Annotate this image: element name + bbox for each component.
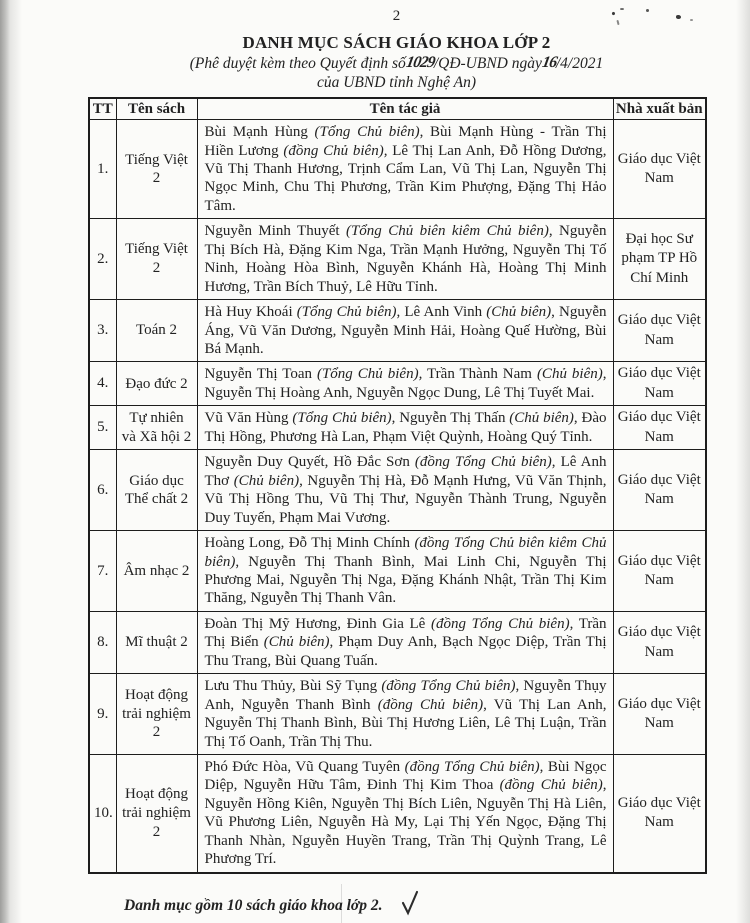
cell-row-number: 3. [89,300,116,362]
cell-publisher: Giáo dục Việt Nam [613,754,706,872]
table-row [89,674,706,755]
scan-edge-shadow-right [736,0,750,923]
table-row [89,219,706,300]
page-number: 2 [392,8,401,24]
author-names: , Vũ Thị Lan Anh, Nguyễn Thị Thanh Bình, Bùi Thị Hương Liên, Lê Thị Luận, Trần Thị Tố Oanh, Trần Thị Thu. [204,696,607,750]
handwritten-checkmark-icon [400,890,420,921]
author-names: , Phạm Duy Anh, Bạch Ngọc Diệp, Trần Thị Thu Trang, Bùi Quang Tuấn. [204,634,607,669]
cell-authors [197,450,613,531]
author-role-italic: (Tổng Chủ biên) [292,410,392,427]
scan-edge-shadow-left [0,0,22,923]
cell-book-title: Tiếng Việt 2 [116,219,197,300]
author-names: Nguyễn Thị Toan [204,366,317,383]
header-authors: Tên tác giả [197,98,613,120]
footer-note: Danh mục gồm 10 sách giáo khoa lớp 2. [124,896,383,914]
cell-row-number: 9. [89,674,116,755]
cell-authors [197,754,613,872]
document-subtitle-line2: của UBND tỉnh Nghệ An) [316,73,476,91]
cell-publisher: Giáo dục Việt Nam [613,300,706,362]
author-role-italic: (đồng Tổng Chủ biên) [430,615,570,632]
cell-row-number: 7. [89,531,116,612]
author-names: , Đào Thị Hồng, Phương Hà Lan, Phạm Việt Quỳnh, Hoàng Quý Tỉnh. [204,410,607,445]
author-role-italic: (đồng Chủ biên) [499,777,603,794]
author-role-italic: (đồng Chủ biên), [283,142,388,159]
cell-authors [197,674,613,755]
cell-publisher: Đại học Sư phạm TP Hồ Chí Minh [613,219,706,300]
cell-publisher: Giáo dục Việt Nam [613,674,706,755]
table-row [89,531,706,612]
cell-authors [197,219,613,300]
author-role-italic: (Chủ biên) [486,304,552,321]
cell-authors [197,611,613,673]
document-content [88,8,705,915]
cell-book-title: Giáo dục Thể chất 2 [116,450,197,531]
author-names: Phó Đức Hòa, Vũ Quang Tuyên [204,758,405,775]
table-body [89,120,706,873]
document-title: DANH MỤC SÁCH GIÁO KHOA LỚP 2 [242,33,551,52]
cell-book-title: Toán 2 [116,300,197,362]
author-role-italic: (Tổng Chủ biên) [314,124,420,141]
author-names: , Lê Anh Vinh [396,304,487,321]
cell-authors [197,362,613,406]
author-role-italic: (Tổng Chủ biên), [316,366,423,383]
author-names: Hà Huy Khoái [204,304,297,321]
author-names: , Bùi Ngọc Diệp, Nguyễn Hữu Tâm, Đinh Thị Kim Thoa [204,758,607,794]
paper-crease [341,884,342,923]
table-row [89,300,706,362]
subtitle-mid: /QĐ-UBND ngày [433,55,542,72]
author-role-italic: (Chủ biên) [509,410,574,427]
author-role-italic: (đồng Tổng Chủ biên) [414,454,552,471]
author-role-italic: (Chủ biên) [536,366,603,383]
cell-book-title: Đạo đức 2 [116,362,197,406]
author-names: Lưu Thu Thủy, Bùi Sỹ Tụng [204,678,382,695]
author-names: , Nguyễn Thụy Anh, Nguyễn Thanh Bình [204,678,607,713]
handwritten-day: 16 [540,54,558,71]
author-role-italic: (đồng Tổng Chủ biên) [404,758,540,775]
header-book-title: Tên sách [116,98,197,120]
footer-row [124,884,705,915]
author-role-italic: (Chủ biên) [263,634,330,651]
handwritten-decision-number: 1029 [404,54,436,71]
author-role-italic: (đồng Tổng Chủ biên kiêm Chủ biên) [204,535,607,570]
table-row [89,362,706,406]
cell-book-title: Tiếng Việt 2 [116,120,197,219]
author-names: , Nguyễn Áng, Vũ Văn Dương, Nguyễn Minh Hải, Hoàng Quế Hường, Bùi Bá Mạnh. [204,304,607,357]
cell-authors [197,300,613,362]
cell-publisher: Giáo dục Việt Nam [613,120,706,219]
cell-book-title: Mĩ thuật 2 [116,611,197,673]
header-tt: TT [89,98,116,120]
cell-row-number: 1. [89,120,116,219]
table-header-row [89,98,706,120]
cell-publisher: Giáo dục Việt Nam [613,362,706,406]
cell-row-number: 10. [89,754,116,872]
subtitle-post: /4/2021 [555,55,604,72]
cell-row-number: 8. [89,611,116,673]
author-role-italic: (Chủ biên) [233,472,300,489]
table-row [89,406,706,450]
table-row [89,611,706,673]
cell-publisher: Giáo dục Việt Nam [613,406,706,450]
cell-book-title: Âm nhạc 2 [116,531,197,612]
cell-row-number: 6. [89,450,116,531]
author-names: Nguyễn Minh Thuyết [204,223,346,240]
document-subtitle-line1 [88,55,705,74]
table-row [89,754,706,872]
author-names: , Nguyễn Hồng Kiên, Nguyễn Thị Bích Liên, Nguyễn Thị Hà Liên, Vũ Phương Liên, Nguyễn Hà My, Lại Thị Yến Ngọc, Đặng Thị Thanh Nhàn, Nguyễn Huyền Trang, Trần Thị Quỳnh Trang, Lê Phương Trí. [204,777,607,868]
author-names: Lê Thị Lan Anh, Đỗ Hồng Dương, Vũ Thị Thanh Hương, Trịnh Cẩm Lan, Vũ Thị Lan, Nguyễn Thị Ngọc Minh, Chu Thị Phương, Trần Kim Phượng, Đặng Thị Hảo Tâm. [204,142,607,214]
author-names: , Trần Thị Biển [204,615,607,651]
author-names: Nguyễn Duy Quyết, Hồ Đắc Sơn [204,454,415,471]
author-names: , Nguyễn Thị Hà, Đỗ Mạnh Hưng, Vũ Văn Thịnh, Vũ Thị Hồng Thu, Vũ Thị Thư, Nguyễn Thành Trung, Nguyễn Duy Tuyến, Phạm Mai Vương. [204,472,607,526]
author-names: Bùi Mạnh Hùng [204,124,315,141]
author-names: Hoàng Long, Đỗ Thị Minh Chính [204,535,415,552]
cell-publisher: Giáo dục Việt Nam [613,611,706,673]
author-names: , Nguyễn Thị Thấn [391,410,510,427]
author-names: , Nguyễn Thị Bích Hà, Đặng Kim Nga, Trần Mạnh Hưởng, Nguyễn Thị Tố Ninh, Hoàng Hòa Bình, Nguyễn Khánh Hà, Hoàng Thị Minh Hương, Trần Bích Thuỷ, Lê Hữu Tỉnh. [204,223,607,295]
cell-row-number: 2. [89,219,116,300]
author-role-italic: (đồng Tổng Chủ biên) [381,678,516,695]
cell-row-number: 5. [89,406,116,450]
cell-authors [197,120,613,219]
cell-row-number: 4. [89,362,116,406]
author-names: , Bùi Mạnh Hùng - Trần Thị Hiền Lương [204,124,607,159]
cell-book-title: Hoạt động trải nghiệm 2 [116,754,197,872]
subtitle-pre: (Phê duyệt kèm theo Quyết định số [189,55,406,72]
cell-authors [197,406,613,450]
author-names: Vũ Văn Hùng [204,410,293,427]
cell-authors [197,531,613,612]
table-row [89,450,706,531]
cell-publisher: Giáo dục Việt Nam [613,531,706,612]
cell-publisher: Giáo dục Việt Nam [613,450,706,531]
cell-book-title: Tự nhiên và Xã hội 2 [116,406,197,450]
author-names: Trần Thành Nam [422,366,537,383]
author-names: Đoàn Thị Mỹ Hương, Đinh Gia Lê [204,615,431,632]
author-names: , Nguyễn Thị Hoàng Anh, Nguyễn Ngọc Dung, Lê Thị Tuyết Mai. [204,366,607,401]
author-role-italic: (đồng Chủ biên) [377,696,484,713]
author-role-italic: (Tổng Chủ biên kiêm Chủ biên) [345,223,549,240]
table-row [89,120,706,219]
header-publisher: Nhà xuất bản [613,98,706,120]
cell-book-title: Hoạt động trải nghiệm 2 [116,674,197,755]
author-role-italic: (Tổng Chủ biên) [296,304,397,321]
textbook-table [88,97,707,873]
author-names: , Lê Anh Thơ [204,454,607,489]
author-names: , Nguyễn Thị Thanh Bình, Mai Linh Chi, Nguyễn Thị Phương Mai, Nguyễn Thị Nga, Đặng Khánh Nhật, Trần Thị Kim Thăng, Nguyễn Thị Thanh Vân. [204,553,607,607]
